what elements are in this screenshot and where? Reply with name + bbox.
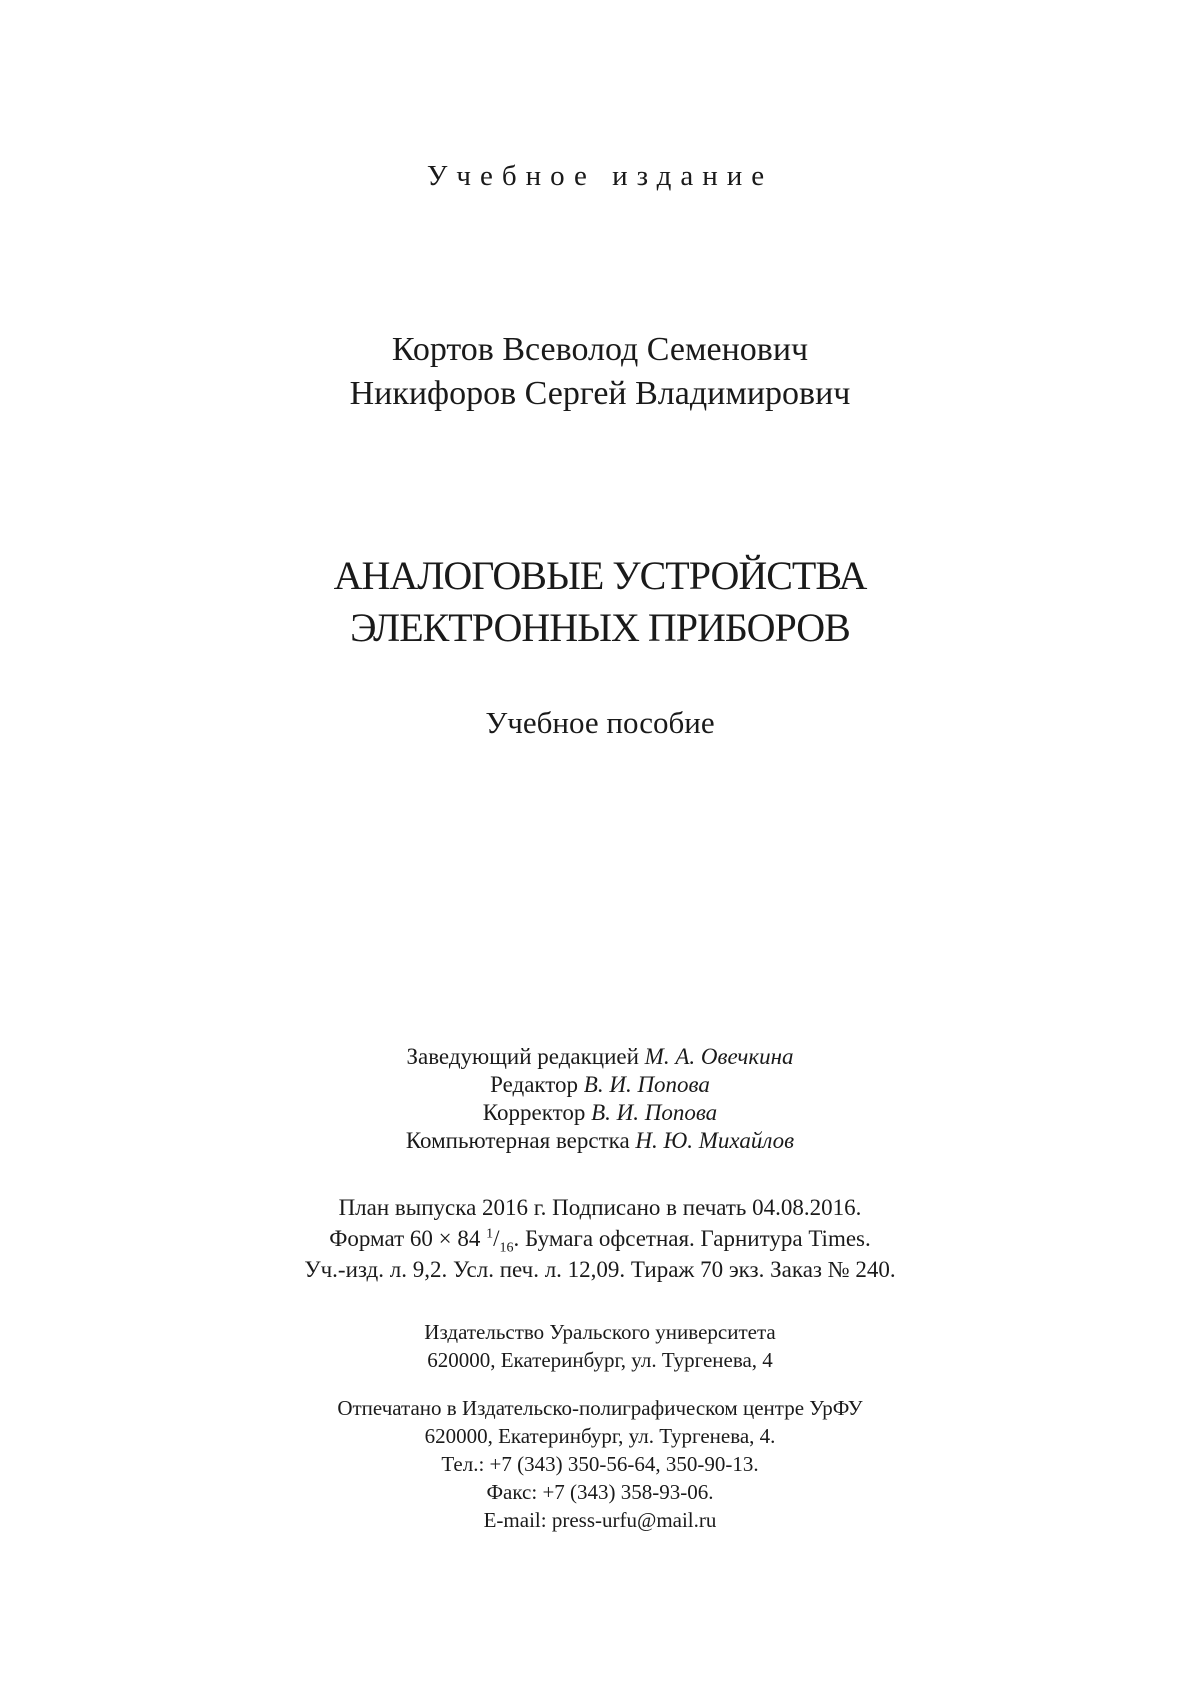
staff-person: М. А. Овечкина (644, 1044, 794, 1069)
printer-fax: Факс: +7 (343) 358-93-06. (486, 1480, 714, 1504)
publisher-address: 620000, Екатеринбург, ул. Тургенева, 4 (427, 1348, 773, 1372)
format-suffix: . Бумага офсетная. Гарнитура Times. (513, 1226, 871, 1251)
format-fraction-denominator: 16 (499, 1240, 514, 1256)
title-line: ЭЛЕКТРОННЫХ ПРИБОРОВ (350, 605, 850, 650)
staff-role: Корректор (482, 1100, 592, 1125)
staff-row (0, 1127, 1200, 1155)
staff-person: Н. Ю. Михайлов (635, 1128, 795, 1153)
series-label: Учебное издание (426, 160, 774, 192)
staff-person: В. И. Попова (583, 1072, 710, 1097)
printer-name: Отпечатано в Издательско-полиграфическом центре УрФУ (337, 1396, 863, 1420)
format-prefix: Формат 60 × 84 (329, 1226, 487, 1251)
staff-row (0, 1071, 1200, 1099)
print-details (0, 1192, 1200, 1285)
staff-row (0, 1099, 1200, 1127)
authors-block (0, 328, 1200, 416)
format-fraction-numerator: 1 (486, 1226, 494, 1242)
author-name: Кортов Всеволод Семенович (391, 331, 809, 368)
print-plan-line: План выпуска 2016 г. Подписано в печать 04.08.2016. (338, 1195, 862, 1220)
staff-row (0, 1043, 1200, 1071)
staff-role: Заведующий редакцией (406, 1044, 645, 1069)
print-format-line (0, 1223, 1200, 1254)
editorial-staff (0, 1043, 1200, 1155)
staff-role: Компьютерная верстка (405, 1128, 636, 1153)
publisher-block (0, 1318, 1200, 1374)
book-title (0, 550, 1200, 654)
printer-address: 620000, Екатеринбург, ул. Тургенева, 4. (424, 1424, 776, 1448)
author-name: Никифоров Сергей Владимирович (349, 375, 851, 412)
staff-role: Редактор (490, 1072, 584, 1097)
printer-block (0, 1394, 1200, 1534)
format-fraction-slash: / (493, 1226, 500, 1251)
print-run-line: Уч.-изд. л. 9,2. Усл. печ. л. 12,09. Тираж 70 экз. Заказ № 240. (304, 1257, 896, 1282)
title-line: АНАЛОГОВЫЕ УСТРОЙСТВА (333, 553, 867, 598)
printer-phone: Тел.: +7 (343) 350-56-64, 350-90-13. (441, 1452, 759, 1476)
publisher-name: Издательство Уральского университета (424, 1320, 776, 1344)
printer-email: E-mail: press-urfu@mail.ru (483, 1508, 717, 1532)
staff-person: В. И. Попова (591, 1100, 718, 1125)
book-subtitle: Учебное пособие (485, 705, 715, 740)
